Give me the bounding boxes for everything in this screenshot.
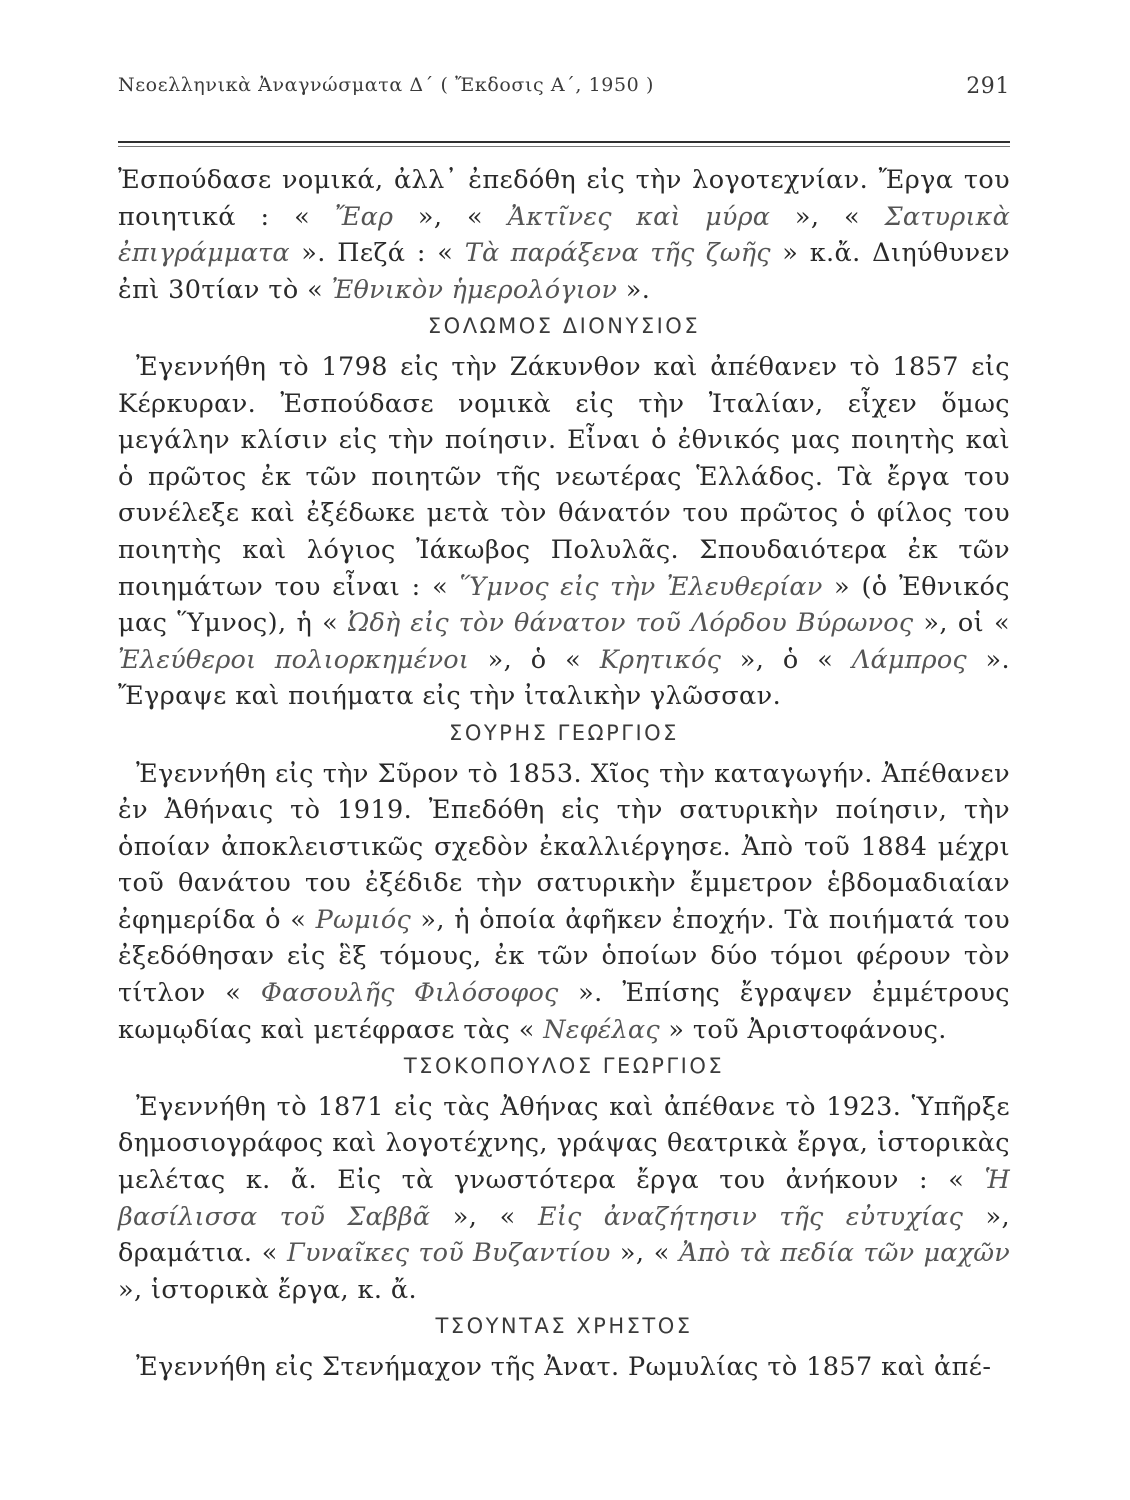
work-title: Φασουλῆς Φιλόσοφος [260,978,559,1009]
header-rule [118,141,1010,143]
work-title: Ἀπὸ τὰ πεδία τῶν μαχῶν [679,1238,1010,1269]
bio-tsountas: Ἐγεννήθη εἰς Στενήμαχον τῆς Ἀνατ. Ρωμυλίας τὸ 1857 καὶ ἀπέ- [136,1352,992,1382]
page-body [118,162,1010,1386]
work-title: Τὰ παράξενα τῆς ζωῆς [464,238,771,269]
bio-tsokopoulos: Ἐγεννήθη τὸ 1871 εἰς τὰς Ἀθήνας καὶ ἀπέθανε τὸ 1923. Ὑπῆρξε δημοσιογράφος καὶ λογοτέχνης, γράψας θεατρικὰ ἔργα, ἱστορικὰς μελέτας κ. ἄ. Εἰς τὰ γνωστότερα ἔργα του ἀνήκουν : « Ἡ βασίλισσα τοῦ Σαββᾶ », « Εἰς ἀναζήτησιν τῆς εὐτυχίας », δραμάτια. « Γυναῖκες τοῦ Βυζαντίου », « Ἀπὸ τὰ πεδία τῶν μαχῶν », ἱστορικὰ ἔργα, κ. ἄ. [118,1091,1011,1305]
running-title: Νεοελληνικὰ Ἀναγνώσματα Δ´ ( Ἔκδοσις Α´, 1950 ) [118,74,655,96]
work-title: Λάμπρος [851,644,967,675]
work-title: Ὠδὴ εἰς τὸν θάνατον τοῦ Λόρδου Βύρωνος [348,608,914,639]
work-title: Εἰς ἀναζήτησιν τῆς εὐτυχίας [538,1201,964,1232]
work-title: Κρητικός [599,644,722,675]
bio-souris: Ἐγεννήθη εἰς τὴν Σῦρον τὸ 1853. Χῖος τὴν καταγωγήν. Ἀπέθανεν ἐν Ἀθήναις τὸ 1919. Ἐπεδόθη εἰς τὴν σατυρικὴν ποίησιν, τὴν ὁποίαν ἀποκλειστικῶς σχεδὸν ἐκαλλιέργησε. Ἀπὸ τοῦ 1884 μέχρι τοῦ θανάτου του ἐξέδιδε τὴν σατυρικὴν ἔμμετρον ἑβδομαδιαίαν ἐφημερίδα ὁ « Ρωμιός », ἡ ὁποία ἀφῆκεν ἐποχήν. Τὰ ποιήματά του ἐξεδόθησαν εἰς ἓξ τόμους, ἐκ τῶν ὁποίων δύο τόμοι φέρουν τὸν τίτλον « Φασουλῆς Φιλόσοφος ». Ἐπίσης ἔγραψεν ἐμμέτρους κωμῳδίας καὶ μετέφρασε τὰς « Νεφέλας » τοῦ Ἀριστοφάνους. [118,758,1010,1045]
intro-paragraph: Ἐσπούδασε νομικά, ἀλλ᾽ ἐπεδόθη εἰς τὴν λογοτεχνίαν. Ἔργα του ποιητικά : « Ἔαρ », « Ἀκτῖνες καὶ μύρα », « Σατυρικὰ ἐπιγράμματα ». Πεζά : « Τὰ παράξενα τῆς ζωῆς » κ.ἄ. Διηύθυνεν ἐπὶ 30τίαν τὸ « Ἐθνικὸν ἡμερολόγιον ». [118,165,1010,305]
author-heading-tsokopoulos: ΤΣΟΚΟΠΟΥΛΟΣ ΓΕΩΡΓΙΟΣ [403,1054,725,1079]
page-number: 291 [966,74,1010,99]
author-heading-tsountas: ΤΣΟΥΝΤΑΣ ΧΡΗΣΤΟΣ [435,1314,693,1339]
work-title: Ἐλεύθεροι πολιορκημένοι [118,644,470,675]
work-title: Ρωμιός [315,904,411,935]
work-title: Ἡ βασίλισσα τοῦ Σαββᾶ [118,1165,1010,1232]
work-title: Ὕμνος εἰς τὴν Ἐλευθερίαν [459,571,823,602]
header-rule-thin [118,146,1010,147]
work-title: Γυναῖκες τοῦ Βυζαντίου [287,1238,611,1269]
work-title: Νεφέλας [543,1014,660,1045]
work-title: Σατυρικὰ ἐπιγράμματα [118,201,1010,269]
author-heading-solomos: ΣΟΛΩΜΟΣ ΔΙΟΝΥΣΙΟΣ [427,314,701,339]
work-title: Ἀκτῖνες καὶ μύρα [507,201,771,232]
author-heading-souris: ΣΟΥΡΗΣ ΓΕΩΡΓΙΟΣ [449,720,679,745]
bio-solomos: Ἐγεννήθη τὸ 1798 εἰς τὴν Ζάκυνθον καὶ ἀπέθανεν τὸ 1857 εἰς Κέρκυραν. Ἐσπούδασε νομικὰ εἰς τὴν Ἰταλίαν, εἶχεν ὅμως μεγάλην κλίσιν εἰς τὴν ποίησιν. Εἶναι ὁ ἐθνικός μας ποιητὴς καὶ ὁ πρῶτος ἐκ τῶν ποιητῶν τῆς νεωτέρας Ἑλλάδος. Τὰ ἔργα του συνέλεξε καὶ ἐξέδωκε μετὰ τὸν θάνατόν του πρῶτος ὁ φίλος του ποιητὴς καὶ λόγιος Ἰάκωβος Πολυλᾶς. Σπουδαιότερα ἐκ τῶν ποιημάτων του εἶναι : « Ὕμνος εἰς τὴν Ἐλευθερίαν » (ὁ Ἐθνικός μας Ὕμνος), ἡ « Ὠδὴ εἰς τὸν θάνατον τοῦ Λόρδου Βύρωνος », οἱ « Ἐλεύθεροι πολιορκημένοι », ὁ « Κρητικός », ὁ « Λάμπρος ». Ἔγραψε καὶ ποιήματα εἰς τὴν ἰταλικὴν γλῶσσαν. [118,351,1010,712]
work-title: Ἐθνικὸν ἡμερολόγιον [331,274,618,305]
running-header [118,74,1010,99]
work-title: Ἔαρ [334,201,394,232]
